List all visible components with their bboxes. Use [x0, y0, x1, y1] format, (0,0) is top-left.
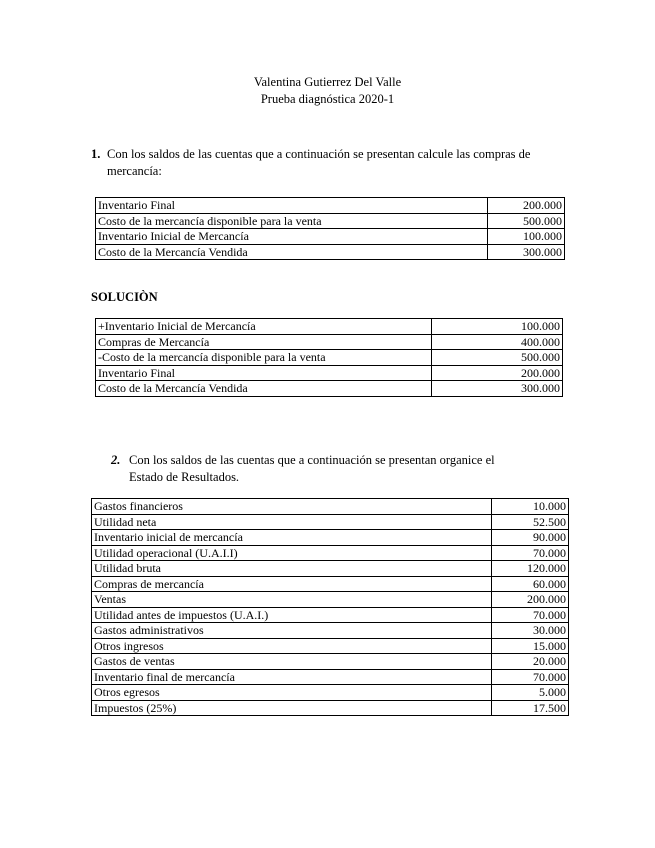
- row-value: 200.000: [488, 198, 565, 214]
- table-row: [92, 700, 569, 716]
- row-value: 200.000: [432, 365, 563, 381]
- table-row: [92, 669, 569, 685]
- row-value: 100.000: [432, 319, 563, 335]
- table-row: [92, 514, 569, 530]
- question-2-text-line1: Con los saldos de las cuentas que a continuación se presentan organice el: [129, 453, 495, 467]
- row-label: Gastos financieros: [92, 499, 492, 515]
- table-row: [96, 350, 563, 366]
- table-row: [96, 244, 565, 260]
- row-label: -Costo de la mercancía disponible para la venta: [96, 350, 432, 366]
- table-row: [92, 607, 569, 623]
- question-1-number: 1.: [91, 147, 101, 161]
- row-value: 100.000: [488, 229, 565, 245]
- question-2-number: 2.: [111, 453, 121, 467]
- row-value: 70.000: [492, 545, 569, 561]
- table-row: [92, 576, 569, 592]
- row-value: 90.000: [492, 530, 569, 546]
- row-value: 5.000: [492, 685, 569, 701]
- question-1-table: [95, 197, 565, 260]
- table-row: [96, 198, 565, 214]
- row-label: Utilidad neta: [92, 514, 492, 530]
- author-name: Valentina Gutierrez Del Valle: [253, 75, 402, 89]
- row-label: Impuestos (25%): [92, 700, 492, 716]
- row-label: Gastos de ventas: [92, 654, 492, 670]
- row-label: Utilidad bruta: [92, 561, 492, 577]
- row-label: Costo de la Mercancía Vendida: [96, 381, 432, 397]
- row-label: Inventario final de mercancía: [92, 669, 492, 685]
- row-value: 70.000: [492, 607, 569, 623]
- question-2-text-line2: Estado de Resultados.: [129, 470, 240, 484]
- table-row: [92, 623, 569, 639]
- question-1: [91, 146, 571, 180]
- row-label: Inventario Final: [96, 365, 432, 381]
- question-2: [111, 452, 551, 486]
- table-row: [92, 530, 569, 546]
- row-value: 400.000: [432, 334, 563, 350]
- row-value: 200.000: [492, 592, 569, 608]
- table-row: [92, 654, 569, 670]
- table-row: [92, 499, 569, 515]
- row-value: 20.000: [492, 654, 569, 670]
- table-row: [96, 319, 563, 335]
- row-value: 10.000: [492, 499, 569, 515]
- row-value: 30.000: [492, 623, 569, 639]
- row-label: +Inventario Inicial de Mercancía: [96, 319, 432, 335]
- row-label: Inventario inicial de mercancía: [92, 530, 492, 546]
- table-row: [96, 213, 565, 229]
- document-header: [0, 74, 655, 108]
- row-label: Utilidad antes de impuestos (U.A.I.): [92, 607, 492, 623]
- row-value: 300.000: [488, 244, 565, 260]
- table-row: [96, 229, 565, 245]
- table-row: [92, 561, 569, 577]
- row-value: 500.000: [488, 213, 565, 229]
- solution-title: SOLUCIÒN: [91, 290, 158, 304]
- table-row: [96, 365, 563, 381]
- table-row: [92, 685, 569, 701]
- table-row: [92, 545, 569, 561]
- row-value: 15.000: [492, 638, 569, 654]
- row-label: Ventas: [92, 592, 492, 608]
- row-value: 500.000: [432, 350, 563, 366]
- row-value: 120.000: [492, 561, 569, 577]
- row-value: 60.000: [492, 576, 569, 592]
- question-1-text-line1: Con los saldos de las cuentas que a continuación se presentan calcule las compras de: [107, 147, 531, 161]
- question-2-table: [91, 498, 569, 716]
- table-row: [96, 334, 563, 350]
- row-label: Costo de la mercancía disponible para la venta: [96, 213, 488, 229]
- row-value: 300.000: [432, 381, 563, 397]
- row-value: 17.500: [492, 700, 569, 716]
- question-1-text-line2: mercancía:: [107, 164, 162, 178]
- row-value: 70.000: [492, 669, 569, 685]
- row-label: Gastos administrativos: [92, 623, 492, 639]
- row-label: Otros egresos: [92, 685, 492, 701]
- document-subtitle: Prueba diagnóstica 2020-1: [260, 92, 395, 106]
- row-label: Utilidad operacional (U.A.I.I): [92, 545, 492, 561]
- row-label: Inventario Inicial de Mercancía: [96, 229, 488, 245]
- row-label: Compras de mercancía: [92, 576, 492, 592]
- table-row: [92, 638, 569, 654]
- row-label: Compras de Mercancía: [96, 334, 432, 350]
- table-row: [96, 381, 563, 397]
- table-row: [92, 592, 569, 608]
- solution-table: [95, 318, 563, 397]
- row-label: Inventario Final: [96, 198, 488, 214]
- row-value: 52.500: [492, 514, 569, 530]
- row-label: Otros ingresos: [92, 638, 492, 654]
- row-label: Costo de la Mercancía Vendida: [96, 244, 488, 260]
